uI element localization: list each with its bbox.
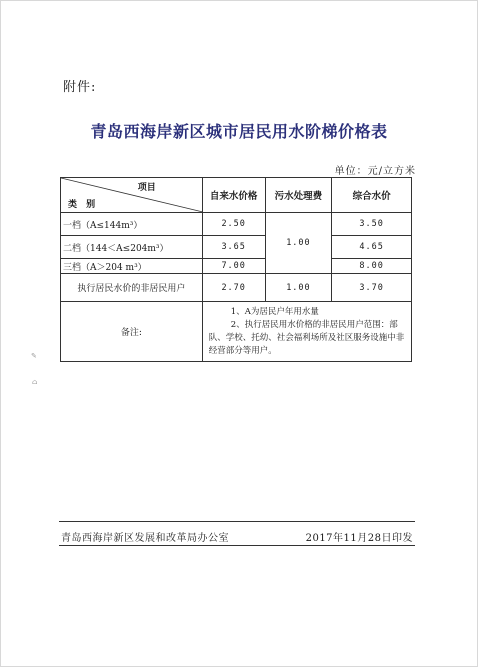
issue-date: 2017年11月28日印发 [305, 533, 413, 544]
tier-1-tap-price: 2.50 [202, 213, 265, 236]
document-title: 青岛西海岸新区城市居民用水阶梯价格表 [90, 122, 388, 141]
footer-bottom-rule [59, 545, 415, 546]
tier-sewage-fee: 1.00 [265, 213, 332, 274]
non-resident-sewage-fee: 1.00 [265, 274, 332, 302]
tier-3-category: 三档（A＞204 m³） [61, 259, 203, 274]
non-resident-total-price: 3.70 [332, 274, 412, 302]
note-1: 1、A为居民户年用水量 [230, 306, 319, 317]
column-header-sewage: 污水处理费 [265, 178, 332, 213]
table-row [61, 259, 412, 274]
tier-2-total-price: 4.65 [332, 236, 412, 259]
tier-1-total-price: 3.50 [332, 213, 412, 236]
footer-top-rule [59, 521, 415, 522]
tier-1-category: 一档（A≤144m³） [61, 213, 203, 236]
column-header-total: 综合水价 [332, 178, 412, 213]
notes-label: 备注: [61, 302, 203, 362]
tier-3-total-price: 8.00 [332, 259, 412, 274]
tier-3-tap-price: 7.00 [202, 259, 265, 274]
margin-mark: ⌂ [32, 378, 38, 386]
tier-2-tap-price: 3.65 [202, 236, 265, 259]
table-row [61, 274, 412, 302]
header-category-label: 类 别 [68, 200, 99, 210]
note-2: 2、执行居民用水价格的非居民用户范围：部队、学校、托幼、社会福利场所及社区服务设施中非经营部分等用户。 [208, 319, 405, 356]
notes-row [61, 302, 412, 362]
non-resident-category: 执行居民水价的非居民用户 [61, 274, 203, 302]
water-price-table [60, 177, 412, 362]
margin-mark: ✎ [31, 352, 37, 360]
attachment-label: 附件: [63, 80, 97, 95]
table-row [61, 213, 412, 236]
column-header-tap: 自来水价格 [202, 178, 265, 213]
table-row [61, 236, 412, 259]
header-item-label: 项目 [137, 183, 156, 193]
header-diagonal-cell [61, 178, 203, 213]
issuing-office: 青岛西海岸新区发展和改革局办公室 [61, 533, 229, 544]
tier-2-category: 二档（144＜A≤204m³） [61, 236, 203, 259]
notes-content [202, 302, 411, 362]
unit-label: 单位：元/立方米 [334, 166, 416, 177]
non-resident-tap-price: 2.70 [202, 274, 265, 302]
table-header-row [61, 178, 412, 213]
